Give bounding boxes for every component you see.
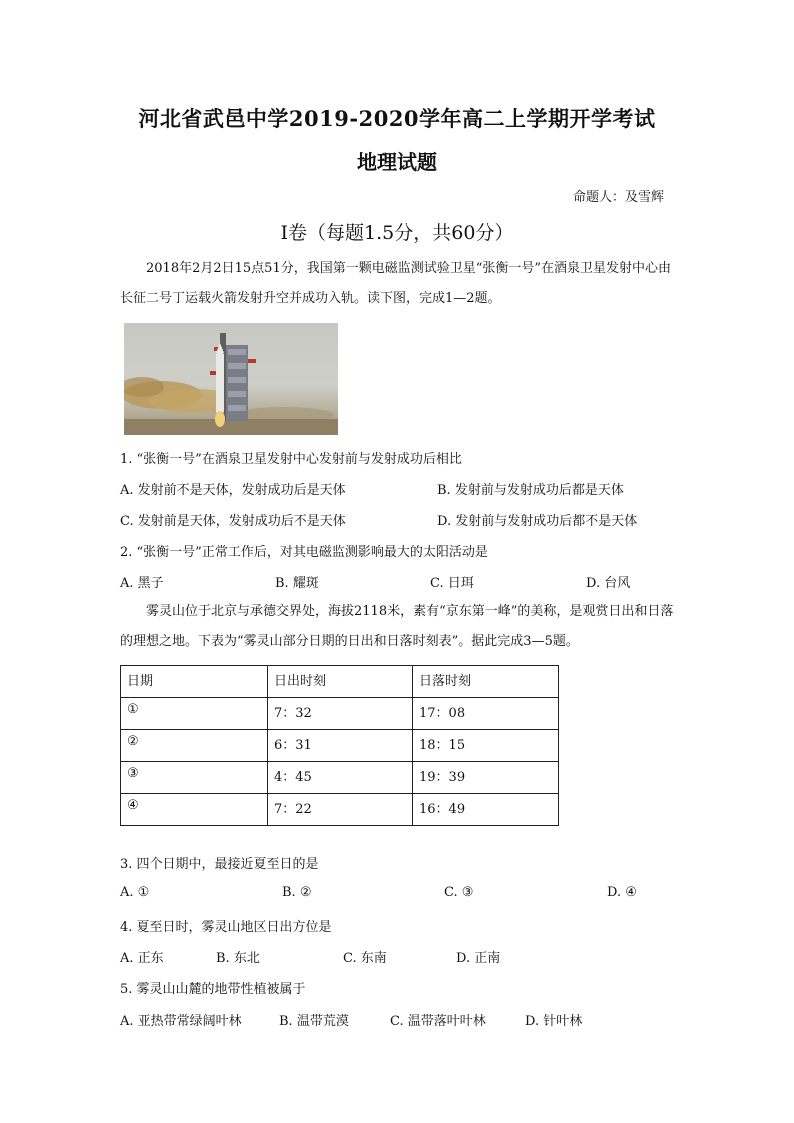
table-cell: ④ — [121, 794, 268, 826]
table-row — [121, 762, 559, 794]
q2-option-b[interactable]: B. 耀斑 — [275, 576, 319, 591]
question-4-stem: 4. 夏至日时，雾灵山地区日出方位是 — [120, 920, 332, 935]
table-cell: 18：15 — [413, 730, 559, 762]
table-header-row — [121, 666, 559, 698]
table-row — [121, 794, 559, 826]
q5-option-c[interactable]: C. 温带落叶叶林 — [390, 1014, 486, 1029]
section-heading: Ⅰ卷（每题1.5分，共60分） — [280, 222, 514, 244]
table-header-date: 日期 — [121, 666, 268, 698]
table-cell: ① — [121, 698, 268, 730]
table-cell: 7：32 — [268, 698, 413, 730]
table-cell: 6：31 — [268, 730, 413, 762]
question-2-stem: 2. “张衡一号”正常工作后，对其电磁监测影响最大的太阳活动是 — [120, 545, 488, 560]
table-cell: 7：22 — [268, 794, 413, 826]
q2-option-a[interactable]: A. 黑子 — [120, 576, 164, 591]
question-3-stem: 3. 四个日期中，最接近夏至日的是 — [120, 857, 319, 872]
passage-wuling-mountain: 雾灵山位于北京与承德交界处，海拔2118米，素有“京东第一峰”的美称，是观赏日出和日落的理想之地。下表为“雾灵山部分日期的日出和日落时刻表”。据此完成3—5题。 — [120, 604, 674, 649]
rocket-launch-illustration — [124, 323, 338, 435]
table-row — [121, 698, 559, 730]
q1-option-d[interactable]: D. 发射前与发射成功后都不是天体 — [437, 514, 638, 529]
table-cell: 17：08 — [413, 698, 559, 730]
q3-option-a[interactable]: A. ① — [120, 885, 150, 900]
table-header-sunset: 日落时刻 — [413, 666, 559, 698]
q4-option-d[interactable]: D. 正南 — [456, 951, 501, 966]
q3-option-b[interactable]: B. ② — [282, 885, 312, 900]
table-cell: ② — [121, 730, 268, 762]
exam-subtitle: 地理试题 — [357, 150, 437, 174]
q2-option-d[interactable]: D. 台风 — [586, 576, 631, 591]
q5-option-d[interactable]: D. 针叶林 — [525, 1014, 583, 1029]
rocket-launch-photo — [124, 323, 338, 435]
q5-option-a[interactable]: A. 亚热带常绿阔叶林 — [120, 1014, 242, 1029]
table-cell: 16：49 — [413, 794, 559, 826]
sunrise-sunset-table — [120, 665, 559, 826]
q2-option-c[interactable]: C. 日珥 — [430, 576, 474, 591]
q4-option-c[interactable]: C. 东南 — [343, 951, 387, 966]
table-header-sunrise: 日出时刻 — [268, 666, 413, 698]
q3-option-c[interactable]: C. ③ — [444, 885, 474, 900]
question-1-stem: 1. “张衡一号”在酒泉卫星发射中心发射前与发射成功后相比 — [120, 452, 462, 467]
q1-option-b[interactable]: B. 发射前与发射成功后都是天体 — [437, 483, 624, 498]
table-cell: 19：39 — [413, 762, 559, 794]
q1-option-c[interactable]: C. 发射前是天体，发射成功后不是天体 — [120, 514, 346, 529]
table-cell: 4：45 — [268, 762, 413, 794]
passage-satellite: 2018年2月2日15点51分，我国第一颗电磁监测试验卫星“张衡一号”在酒泉卫星发射中心由长征二号丁运载火箭发射升空并成功入轨。读下图，完成1—2题。 — [120, 261, 672, 306]
q3-option-d[interactable]: D. ④ — [607, 885, 637, 900]
exam-title: 河北省武邑中学2019-2020学年高二上学期开学考试 — [138, 106, 656, 131]
question-5-stem: 5. 雾灵山山麓的地带性植被属于 — [120, 982, 306, 997]
q5-option-b[interactable]: B. 温带荒漠 — [279, 1014, 349, 1029]
q4-option-a[interactable]: A. 正东 — [120, 951, 164, 966]
table-row — [121, 730, 559, 762]
exam-author: 命题人：及雪辉 — [572, 190, 664, 205]
q1-option-a[interactable]: A. 发射前不是天体，发射成功后是天体 — [120, 483, 346, 498]
q4-option-b[interactable]: B. 东北 — [216, 951, 260, 966]
table-cell: ③ — [121, 762, 268, 794]
